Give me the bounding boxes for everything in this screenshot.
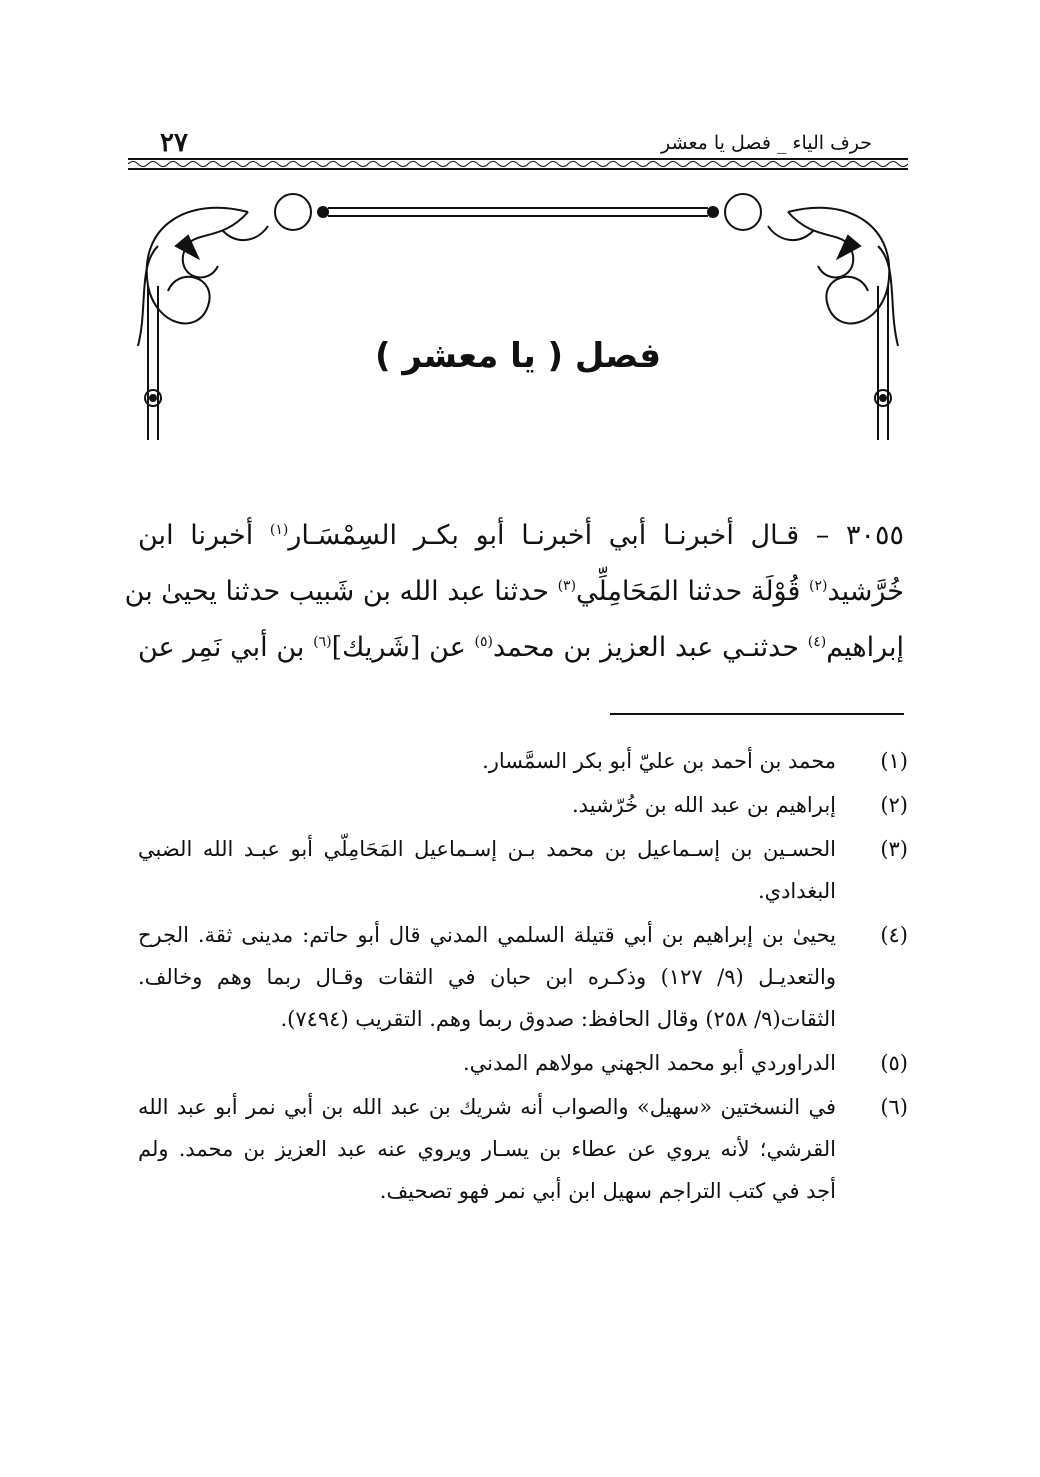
footnote-1 [138,740,908,782]
footnote-number: (١) [880,749,908,773]
footnote-line: إبراهيم بن عبد الله بن خُرّشيد. [571,793,836,817]
footnote-text [138,740,836,782]
hadith-segment: أخبرنا ابن [138,520,270,551]
title-frame [128,186,908,446]
hadith-line-1 [138,508,904,564]
footnote-4 [138,914,908,1040]
page-number: ٢٧ [160,128,188,158]
footnote-text [138,1042,836,1084]
footnote-ref-1: (١) [269,522,289,538]
footnotes [138,740,908,1214]
footnote-ref-5: (٥) [474,634,494,650]
footnote-line: محمد بن أحمد بن عليّ أبو بكر السمَّسار. [482,749,836,773]
footnote-line: أجد في كتب التراجم سهيل ابن أبي نمر فهو تصحيف. [379,1179,836,1203]
footnote-3 [138,828,908,912]
footnote-line: يحيىٰ بن إبراهيم بن أبي قتيلة السلمي المدني قال أبو حاتم: مدينى ثقة. الجرح [138,923,836,947]
footnote-ref-2: (٢) [809,578,828,594]
running-header-title: حرف الياء _ فصل يا معشر [661,132,872,154]
footnote-line: القرشي؛ لأنه يروي عن عطاء بن يسـار ويروي عنه عبد العزيز بن محمد. ولم [138,1137,836,1161]
header-rule-pattern [128,162,908,167]
header-ornamental-rule [128,156,908,172]
footnote-text [138,914,836,1040]
footnote-number: (٣) [880,837,908,861]
ornamental-frame-icon [128,186,908,446]
footnote-ref-4: (٤) [807,634,827,650]
hadith-segment: حدثنا عبد الله بن شَبيب حدثنا يحيىٰ بن [124,576,558,607]
hadith-segment: بن أبي نَمِر عن [138,632,314,663]
footnote-text [138,1086,836,1212]
hadith-segment: خُرَّشيد [827,576,904,607]
footnote-6 [138,1086,908,1212]
footnote-number: (٦) [880,1095,908,1119]
footnote-number: (٢) [880,793,908,817]
hadith-segment: عن [شَريك] [331,632,475,663]
footnote-text [138,828,836,912]
hadith-segment: إبراهيم [826,632,904,663]
hadith-segment: ٣٠٥٥ – قـال أخبرنـا أبي أخبرنـا أبو بكـر السِمْسَـار [288,520,904,551]
section-title: فصل ( يا معشر ) [374,336,662,376]
hadith-line-3 [138,620,904,676]
footnote-separator [610,713,904,715]
footnote-text [138,784,836,826]
footnote-line: الحسـين بن إسـماعيل بن محمد بـن إسـماعيل المَحَامِلّي أبو عبـد الله الضبي [138,837,836,861]
footnote-line: والتعديـل (٩/ ١٢٧) وذكـره ابن حبان في الثقات وقـال ربما وهم وخالف. [138,965,836,989]
footnote-2 [138,784,908,826]
hadith-text [124,508,904,676]
hadith-segment: حدثنـي عبد العزيز بن محمد [493,632,808,663]
footnote-ref-6: (٦) [313,634,332,650]
footnote-ref-3: (٣) [557,578,577,594]
footnote-line: في النسختين «سهيل» والصواب أنه شريك بن عبد الله بن أبي نمر أبو عبد الله [138,1095,836,1119]
running-header [128,128,908,168]
footnote-line: الثقات(٩/ ٢٥٨) وقال الحافظ: صدوق ربما وهم. التقريب (٧٤٩٤). [280,1007,836,1031]
footnote-line: البغدادي. [757,879,836,903]
footnote-number: (٤) [880,923,908,947]
hadith-segment: قُوْلَة حدثنا المَحَامِلِّي [576,576,809,607]
hadith-line-2 [124,564,904,620]
footnote-line: الدراوردي أبو محمد الجهني مولاهم المدني. [462,1051,836,1075]
footnote-number: (٥) [880,1051,908,1075]
footnote-5 [138,1042,908,1084]
